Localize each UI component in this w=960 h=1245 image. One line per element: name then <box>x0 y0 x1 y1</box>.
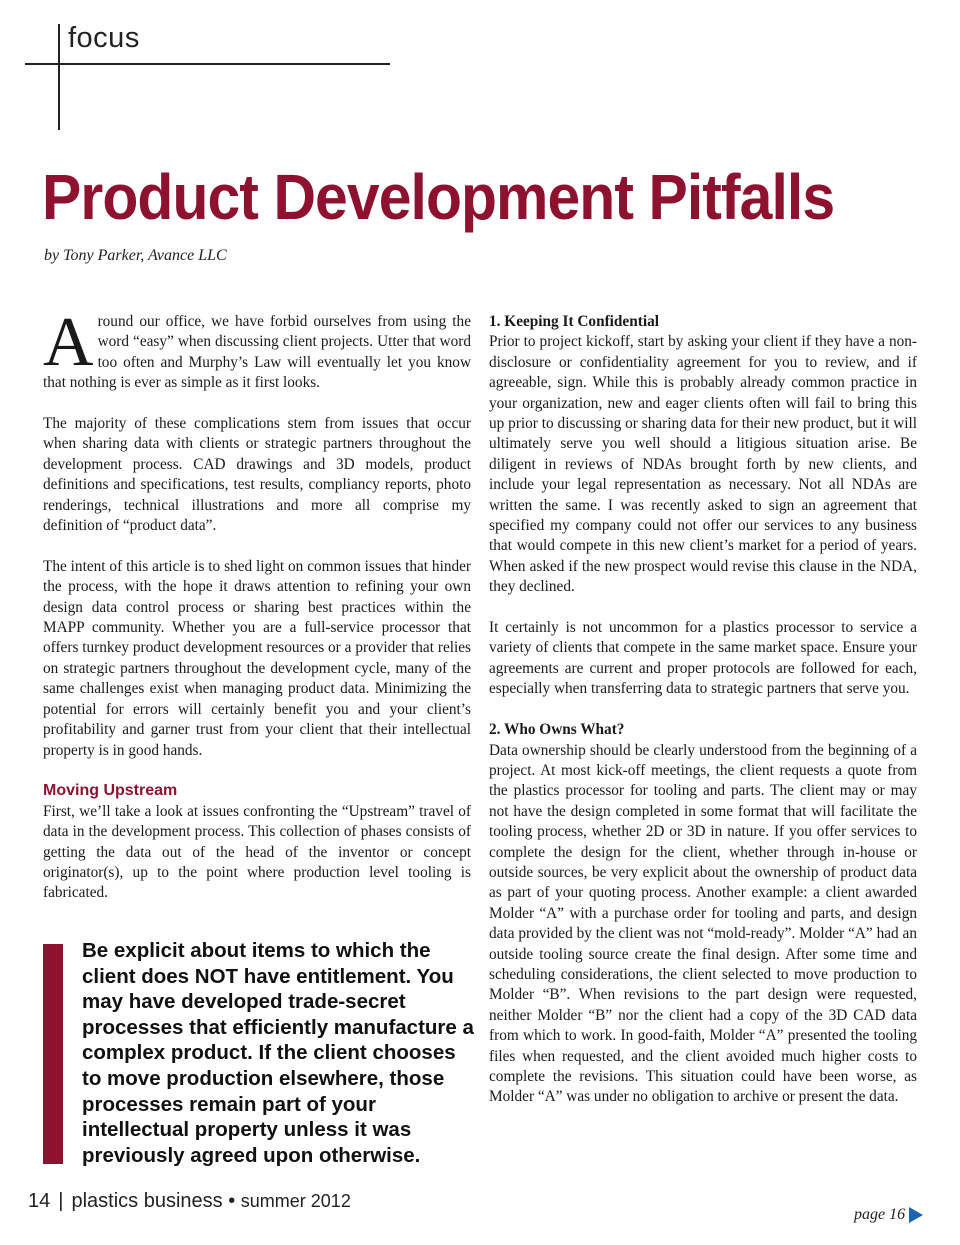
publication-name: plastics business <box>71 1190 223 1212</box>
continued-link[interactable] <box>854 1206 923 1224</box>
body-paragraph: It certainly is not uncommon for a plastics processor to service a variety of clients that compete in the same market space. Ensure your agreements are current and proper protocols are followed for each, especially when transferring data to strategic partners that serve you. <box>489 619 917 698</box>
body-paragraph: First, we’ll take a look at issues confronting the “Upstream” travel of data in the development process. This collection of phases consists of getting the data out of the head of the inventor or concept originator(s), up to the point where production level tooling is fabricated. <box>43 802 471 902</box>
header-rule-vertical <box>58 24 60 130</box>
arrow-right-icon <box>909 1207 923 1223</box>
body-paragraph: Prior to project kickoff, start by asking your client if they have a non-disclosure or confidentiality agreement for you to review, and if agreeable, sign. While this is probably already common practice in your organization, new and eager clients often will fail to bring this up prior to discussing or sharing data for their new product, but it will ultimately serve you well should a litigious situation arise. Be diligent in reviews of NDAs brought forth by new clients, and include your legal representation as necessary. Not all NDAs are written the same. I was recently asked to sign an agreement that specified my company could not offer our services to any business that would compete in this new client’s market for a period of years. When asked if the new prospect would revise this clause in the NDA, they declined. <box>489 333 917 596</box>
subheading-keeping-confidential: 1. Keeping It Confidential <box>489 313 659 330</box>
body-paragraph: Data ownership should be clearly understood from the beginning of a project. At most kick-off meetings, the client requests a quote from the plastics processor for tooling and parts. The client may or may not have the design completed in some format that will facilitate the tooling process, whether 2D or 3D in nature. If you offer services to complete the design for the client, whether through in-house or outside sources, be very explicit about the ownership of product data as part of your quoting process. Another example: a client awarded Molder “A” with a purchase order for tooling and parts, and design data provided by the client was not “mold-ready”. Molder “A” had an outside tooling source create the final design. After some time and scheduling considerations, the client selected to move production to Molder “B”. When revisions to the part design were requested, neither Molder “B” nor the client had a copy of the 3D CAD data from which to work. In good-faith, Molder “A” presented the tooling files when requested, and the client avoided much higher costs to complete the revisions. This situation could have been worse, as Molder “A” was under no obligation to archive or present the data. <box>489 741 917 1106</box>
issue-season: summer 2012 <box>240 1191 351 1211</box>
page-footer <box>28 1190 351 1213</box>
intro-paragraph <box>43 304 471 394</box>
section-label: focus <box>68 22 140 54</box>
subheading-who-owns-what: 2. Who Owns What? <box>489 721 625 739</box>
left-column <box>43 304 471 904</box>
intro-text: round our office, we have forbid ourselves from using the word “easy” when discussing client projects. Utter that word too often and Murphy’s Law will eventually let you know that nothing is ever as simple as it first looks. <box>43 313 471 392</box>
right-column <box>489 312 917 1108</box>
pull-quote: Be explicit about items to which the client does NOT have entitlement. You may have developed trade-secret processes that efficiently manufacture a complex product. If the client chooses to move production elsewhere, those processes remain part of your intellectual property unless it was previously agreed upon otherwise. <box>82 939 474 1167</box>
article-title: Product Development Pitfalls <box>42 161 835 233</box>
body-paragraph: The intent of this article is to shed light on common issues that hinder the process, with the hope it draws attention to refining your own design data control process or sharing best practices within the MAPP community. Whether you are a full-service processor that offers turnkey product development resources or a provider that relies on strategic partners throughout the development cycle, many of the same challenges exist when managing product data. Minimizing the potential for errors will certainly benefit you and your client’s profitability and garner trust from your client that their intellectual property is in good hands. <box>43 557 471 759</box>
continued-label: page 16 <box>854 1206 906 1223</box>
subheading-moving-upstream: Moving Upstream <box>43 782 178 800</box>
footer-bullet: • <box>228 1190 236 1212</box>
drop-cap: A <box>43 304 94 381</box>
byline: by Tony Parker, Avance LLC <box>44 247 227 264</box>
body-paragraph: The majority of these complications stem from issues that occur when sharing data with clients or strategic partners throughout the development process. CAD drawings and 3D models, product definitions and specifications, test results, compliancy reports, photo renderings, technical illustrations and more all comprise my definition of “product data”. <box>43 415 471 535</box>
footer-divider: | <box>58 1190 64 1212</box>
header-rule-horizontal <box>25 63 390 65</box>
page-number: 14 <box>28 1190 51 1212</box>
pull-quote-bar <box>43 944 63 1164</box>
